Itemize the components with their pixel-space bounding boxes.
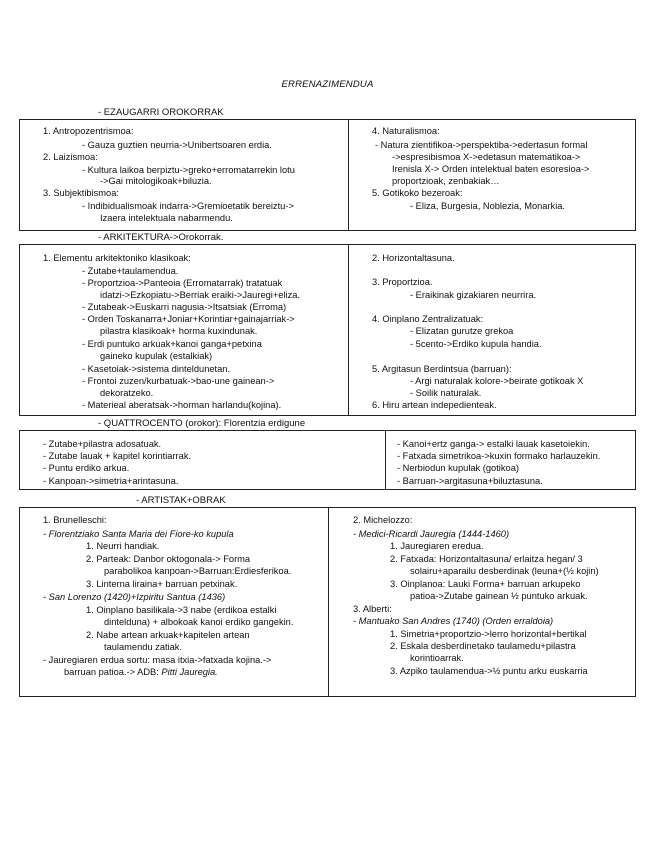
column-divider [348, 119, 349, 231]
column-divider [348, 244, 349, 416]
list-item: 2. Fatxada: Horizontaltasuna/ erlaitza hegan/ 3 [390, 554, 583, 564]
list-item: dekoratzeko. [100, 388, 154, 398]
list-item: - Frontoi zuzen/kurbatuak->bao-une gainean-> [82, 376, 275, 386]
column-divider [328, 507, 329, 697]
list-item: pilastra klasikoak+ horma kuxindunak. [100, 326, 258, 336]
list-item: - Nerbiodun kupulak (gotikoa) [397, 463, 519, 473]
list-item: 2. Eskala desberdinetako taulamedu+pilastra [390, 641, 576, 651]
list-item: - Erdi puntuko arkuak+kanoi ganga+petxina [82, 339, 262, 349]
list-item: 4. Naturalismoa: [372, 126, 440, 136]
list-item: 1. Simetria+proportzio->lerro horizontal+bertikal [390, 629, 587, 639]
list-item: - Elizatan gurutze grekoa [410, 326, 514, 336]
list-item: - Argi naturalak kolore->beirate gotikoak X [410, 376, 584, 386]
list-item: 2. Laizismoa: [43, 152, 98, 162]
list-item: 3. Linterna liraina+ barruan petxinak. [86, 579, 238, 589]
list-item: - Materieal aberatsak->horman harlandu(kojina). [82, 400, 282, 410]
list-item: dinteldunа) + albokoak kanoi erdiko gangekin. [104, 617, 294, 627]
list-item-text: barruan patioa.-> ADB: [64, 667, 162, 677]
list-item: 2. Michelozzo: [353, 515, 413, 525]
list-item-emphasis: Pitti Jauregia. [161, 667, 218, 677]
list-item: - Zutabeak->Euskarri nagusia->Itsatsiak (Erroma) [82, 302, 287, 312]
list-item: korintioarrak. [410, 653, 464, 663]
list-item: Irenisla X-> Orden intelektual baten esoresioa-> [392, 164, 590, 174]
list-item: - Soilik naturalak. [410, 388, 482, 398]
list-item: gaineko kupulak (estalkiak) [100, 351, 213, 361]
list-item: 3. Proportzioa. [372, 277, 433, 287]
list-item: 2. Horizontaltasuna. [372, 253, 455, 263]
list-item: - Kasetoiak->sistema dinteldunetan. [82, 364, 231, 374]
list-item: 2. Parteak: Danbor oktogonala-> Forma [86, 554, 251, 564]
list-item: 1. Jauregiaren eredua. [390, 541, 484, 551]
list-item: - Orden Toskanarra+Joniar+Korintiar+gainajarriak-> [82, 314, 295, 324]
list-item: 6. Hiru artean indepedienteak. [372, 400, 497, 410]
list-item: parabolikoa kanpoan->Barruan:Erdiesferikoa. [104, 566, 292, 576]
list-item: - Zutabe+pilastra adosatuak. [43, 439, 162, 449]
list-item: 1. Antropozentrismoa: [43, 126, 134, 136]
list-item: - Kanpoan->simetria+arintasuna. [43, 476, 179, 486]
list-item: 2. Nabe artean arkuak+kapitelen artean [86, 630, 250, 640]
list-item: - Mantuako San Andres (1740) (Orden erraldoia) [353, 616, 554, 626]
list-item: solairu+aparailu desberdinak (leuna+(½ kojin) [410, 566, 599, 576]
list-item: - Zutabe+taulamendua. [82, 266, 179, 276]
section-header-artistak: - ARTISTAK+OBRAK [136, 495, 226, 506]
list-item: 4. Oinplano Zentralizatuak: [372, 314, 484, 324]
list-item: ->espresibismoa X->edetasun matematikoa-> [392, 152, 581, 162]
list-item: - Jauregiaren erdua sortu: masa itxia->fatxada kojina.-> [43, 655, 272, 665]
list-item [64, 667, 218, 678]
list-item: 1. Elementu arkitektoniko klasikoak: [43, 253, 191, 263]
list-item: - Eliza, Burgesia, Noblezia, Monarkia. [410, 201, 566, 211]
list-item: - Puntu erdiko arkua. [43, 463, 130, 473]
list-item: 1. Neurri handiak. [86, 541, 160, 551]
list-item: - Barruan->argitasuna+biluztasuna. [397, 476, 543, 486]
list-item: - Zutabe lauak + kapitel korintiarrak. [43, 451, 192, 461]
section-header-ezaugarri: - EZAUGARRI OROKORRAK [98, 107, 224, 118]
list-item: idatzi->Ezkopiatu->Berriak eraiki->Jauregi+eliza. [100, 290, 300, 300]
list-item: - Gauza guztien neurria->Unibertsoaren erdia. [82, 140, 272, 150]
list-item: - Natura zientifikoa->perspektiba->edertasun formal [375, 140, 588, 150]
list-item: patioa->Zutabe gainean ½ puntuko arkuak. [410, 591, 588, 601]
list-item: 1. Oinplano basilikala->3 nabe (erdikoa estalki [86, 605, 277, 615]
list-item: - 5cento->Erdiko kupula handia. [410, 339, 542, 349]
column-divider [385, 430, 386, 490]
list-item: 5. Gotikoko bezeroak: [372, 188, 463, 198]
list-item: - Medici-Ricardi Jauregia (1444-1460) [353, 529, 510, 539]
list-item: - Indibidualismoak indarra->Gremioetatik bereiztu-> [82, 201, 294, 211]
list-item: - Florentziako Santa Maria dei Fiore-ko kupula [43, 529, 234, 539]
list-item: 1. Brunelleschi: [43, 515, 107, 525]
list-item: taulamendu zatiak. [104, 642, 183, 652]
section-header-arkitektura: - ARKITEKTURA->Orokorrak. [98, 232, 224, 243]
list-item: proportzioak, zenbakiak… [392, 176, 500, 186]
list-item: - Eraikinak gizakiaren neurrira. [410, 290, 537, 300]
list-item: 3. Azpiko taulamendua->½ puntu arku euskarria [390, 666, 588, 676]
list-item: ->Gai mitologikoak+biluzia. [100, 176, 212, 186]
list-item: Izaera intelektuala nabarmendu. [100, 213, 233, 223]
list-item: - Kultura laikoa berpiztu->greko+erromatarrekin lotu [82, 165, 295, 175]
list-item: - Proportzioa->Panteoia (Erromatarrak) tratatuak [82, 278, 283, 288]
list-item: - Kanoi+ertz ganga-> estalki lauak kasetoiekin. [397, 439, 590, 449]
list-item: 5. Argitasun Berdintsua (barruan): [372, 364, 512, 374]
list-item: 3. Subjektibismoa: [43, 188, 119, 198]
list-item: - San Lorenzo (1420)+Izpiritu Santua (1436) [43, 592, 226, 602]
section-header-quattrocento: - QUATTROCENTO (orokor): Florentzia erdigune [98, 418, 306, 429]
list-item: 3. Oinplanoa: Lauki Forma+ barruan arkupeko [390, 579, 581, 589]
list-item: - Fatxada simetrikoa->kuxin formako harlauzekin. [397, 451, 601, 461]
list-item: 3. Alberti: [353, 604, 392, 614]
document-title: ERRENAZIMENDUA [281, 79, 374, 90]
